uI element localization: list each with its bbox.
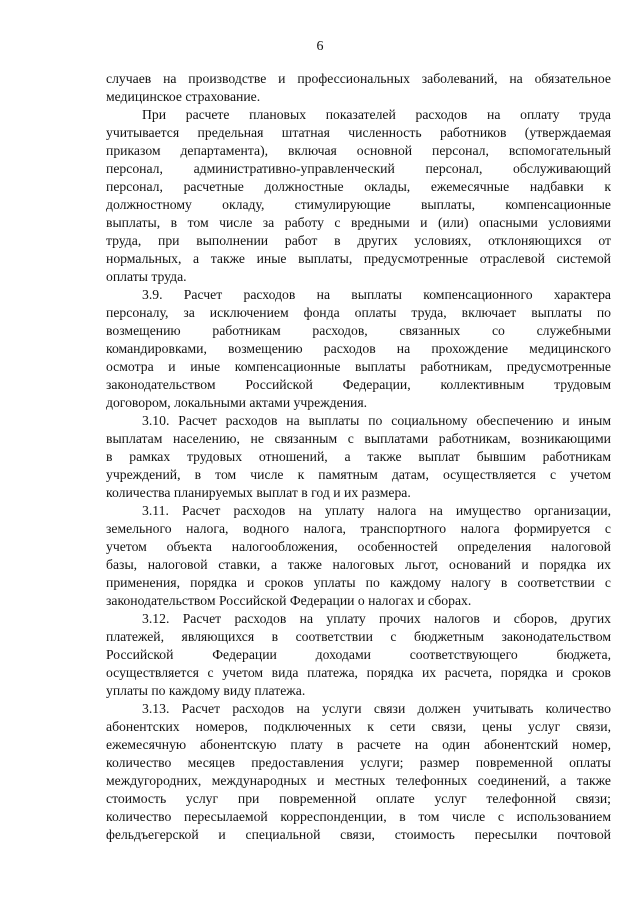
paragraph-first-line: 3.13. Расчет расходов на услуги связи должен учитывать количество [142,701,611,716]
paragraph-first-line: При расчете плановых показателей расходов на оплату труда [142,107,611,122]
text-line: приказом департамента), включая основной персонал, вспомогательный [106,143,611,158]
text-line: выплаты, в том числе за работу с вредными и (или) опасными условиями [106,215,611,230]
text-line: законодательством Российской Федерации о налогах и сборах. [106,593,472,608]
text-line: фельдъегерской и специальной связи, стоимость пересылки почтовой [106,827,611,842]
text-line: учетом объекта налогообложения, особенностей определения налоговой [106,539,611,554]
text-line: учитывается предельная штатная численность работников (утверждаемая [106,125,611,140]
text-line: ежемесячную абонентскую плату в расчете на один абонентский номер, [106,737,611,752]
text-line: стоимость услуг при повременной оплате услуг телефонной связи; [106,791,611,806]
text-line: персонал, расчетные должностные оклады, ежемесячные надбавки к [106,179,611,194]
page-number: 6 [316,39,324,54]
text-line: медицинское страхование. [106,89,261,104]
text-line: оплаты труда. [106,269,187,284]
text-line: количества планируемых выплат в год и их размера. [106,485,411,500]
text-line: Российской Федерации доходами соответствующего бюджета, [106,647,611,662]
text-line: выплатам населению, не связанным с выплатами работникам, возникающими [106,431,611,446]
text-line: персоналу, за исключением фонда оплаты труда, включает выплаты по [106,305,611,320]
text-line: труда, при выполнении работ в других условиях, отклоняющихся от [106,233,611,248]
text-line: количество пересылаемой корреспонденции, в том числе с использованием [106,809,611,824]
text-line: договором, локальными актами учреждения. [106,395,368,410]
paragraph-first-line: 3.9. Расчет расходов на выплаты компенсационного характера [142,287,611,302]
text-line: возмещению работникам расходов, связанных со служебными [106,323,611,338]
text-line: должностному окладу, стимулирующие выплаты, компенсационные [106,197,611,212]
text-line: земельного налога, водного налога, транспортного налога формируется с [106,521,611,536]
text-line: уплаты по каждому виду платежа. [106,683,306,698]
text-line: количество месяцев предоставления услуги; размер повременной оплаты [106,755,611,770]
text-line: в рамках трудовых отношений, а также выплат бывшим работникам [106,449,611,464]
paragraph-first-line: 3.11. Расчет расходов на уплату налога на имущество организации, [142,503,611,518]
text-line: применения, порядка и сроков уплаты по каждому налогу в соответствии с [106,575,611,590]
text-line: абонентских номеров, подключенных к сети связи, цены услуг связи, [106,719,611,734]
text-line: случаев на производстве и профессиональных заболеваний, на обязательное [106,71,611,86]
paragraph-first-line: 3.12. Расчет расходов на уплату прочих налогов и сборов, других [142,611,611,626]
text-line: осмотра и иные компенсационные выплаты работникам, предусмотренные [106,359,611,374]
text-line: командировками, возмещению расходов на прохождение медицинского [106,341,611,356]
text-line: базы, налоговой ставки, а также налоговых льгот, оснований и порядка их [106,557,611,572]
text-line: законодательством Российской Федерации, коллективным трудовым [106,377,611,392]
text-line: междугородних, международных и местных телефонных соединений, а также [106,773,611,788]
document-body [106,70,611,844]
text-line: платежей, являющихся в соответствии с бюджетным законодательством [106,629,611,644]
text-line: осуществляется с учетом вида платежа, порядка их расчета, порядка и сроков [106,665,611,680]
text-line: учреждений, в том числе к памятным датам, осуществляется с учетом [106,467,611,482]
text-line: нормальных, а также иные выплаты, предусмотренные отраслевой системой [106,251,611,266]
paragraph-first-line: 3.10. Расчет расходов на выплаты по социальному обеспечению и иным [142,413,611,428]
text-line: персонал, административно-управленческий персонал, обслуживающий [106,161,611,176]
